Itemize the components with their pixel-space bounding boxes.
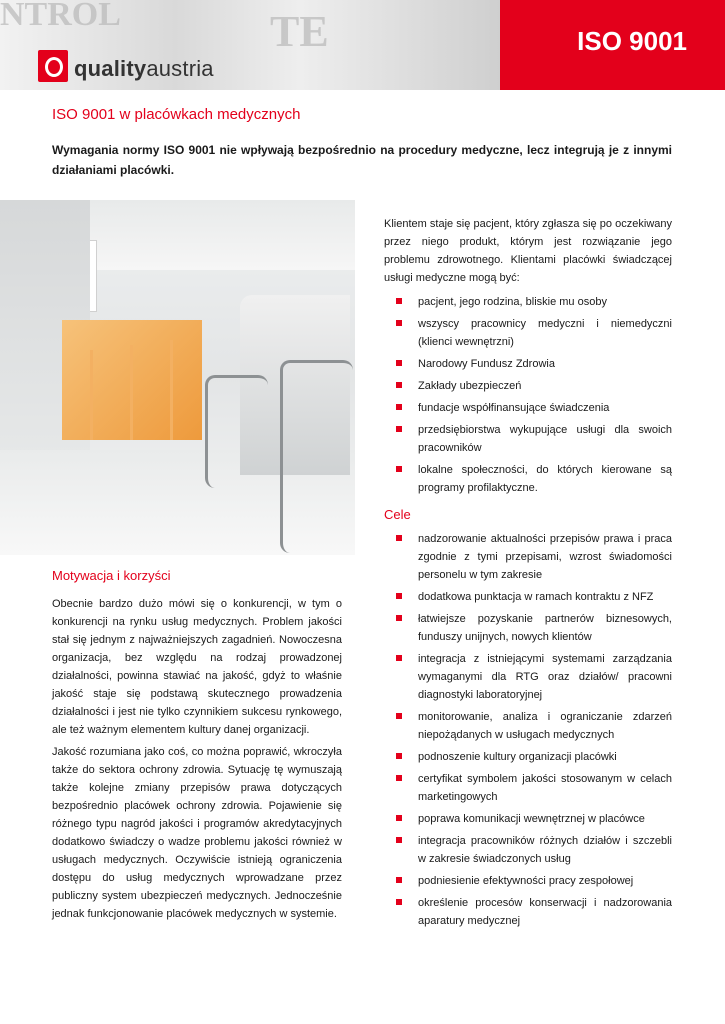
logo-bold: quality xyxy=(74,56,147,81)
header-banner xyxy=(0,0,725,90)
list-item: przedsiębiorstwa wykupujące usługi dla swoich pracowników xyxy=(384,421,672,457)
logo-light: austria xyxy=(146,56,214,81)
clients-list xyxy=(384,293,672,497)
list-item: certyfikat symbolem jakości stosowanym w celach marketingowych xyxy=(384,770,672,806)
list-item: łatwiejsze pozyskanie partnerów biznesowych, funduszy unijnych, nowych klientów xyxy=(384,610,672,646)
clients-section xyxy=(384,215,672,501)
motivation-paragraph: Jakość rozumiana jako coś, co można poprawić, wkroczyła także do sektora ochrony zdrowia. Sytuację tę wymuszają także kolejne zmiany przepisów prawa dotyczących bezpośrednio placówek ochrony zdrowia. Pojawienie się różnego typu nagród jakości i programów akredytacyjnych dodatkowo świadczy o wadze problemu jakości również w usługach medycznych. Oczywiście istnieją ograniczenia dostępu do usług medycznych wprowadzane przez publiczny system ubezpieczeń medycznych. Jednocześnie jednak funkcjonowanie placówek medycznych w systemie. xyxy=(52,746,342,920)
motivation-section xyxy=(52,567,342,927)
list-item: monitorowanie, analiza i ograniczanie zdarzeń niepożądanych w usługach medycznych xyxy=(384,708,672,744)
goals-heading: Cele xyxy=(384,507,411,522)
list-item: poprawa komunikacji wewnętrznej w placówce xyxy=(384,810,672,828)
logo-text xyxy=(74,56,214,82)
list-item: integracja z istniejącymi systemami zarządzania wymaganymi dla RTG oraz działów/ pracowni diagnostyki laboratoryjnej xyxy=(384,650,672,704)
list-item: Narodowy Fundusz Zdrowia xyxy=(384,355,672,373)
list-item: nadzorowanie aktualności przepisów prawa i praca zgodnie z tymi przepisami, wzrost świadomości personelu w tym zakresie xyxy=(384,530,672,584)
list-item: Zakłady ubezpieczeń xyxy=(384,377,672,395)
list-item: fundacje współfinansujące świadczenia xyxy=(384,399,672,417)
motivation-heading: Motywacja i korzyści xyxy=(52,568,171,583)
quality-austria-logo-icon xyxy=(38,50,68,82)
goals-section xyxy=(384,530,672,934)
header-title: ISO 9001 xyxy=(577,26,687,56)
list-item: podnoszenie kultury organizacji placówki xyxy=(384,748,672,766)
background-word: NTROL xyxy=(0,0,121,33)
list-item: dodatkowa punktacja w ramach kontraktu z NFZ xyxy=(384,588,672,606)
list-item: lokalne społeczności, do których kierowane są programy profilaktyczne. xyxy=(384,461,672,497)
clients-text: Klientem staje się pacjent, który zgłasza się po oczekiwany przez niego produkt, którym jest rozwiązanie jego problemu zdrowotnego. Klientami placówki świadczącej usługi medyczne mogą być: xyxy=(384,218,672,284)
page-title: ISO 9001 w placówkach medycznych xyxy=(52,106,301,123)
motivation-paragraph: Obecnie bardzo dużo mówi się o konkurencji, w tym o konkurencji na rynku usług medycznych. Problem jakości stał się jednym z najważniejszych zagadnień. Nowoczesna organizacja, bez względu na rodzaj prowadzonej działalności, powinna stawiać na jakość, gdyż to właśnie jakość staje się podstawą skutecznego prowadzenia działalności i jest nie tylko czynnikiem sukcesu rynkowego, ale też ważnym elementem kultury danej organizacji. xyxy=(52,598,342,736)
list-item: podniesienie efektywności pracy zespołowej xyxy=(384,872,672,890)
intro-text: Wymagania normy ISO 9001 nie wpływają bezpośrednio na procedury medyczne, lecz integrują je z innymi działaniami placówki. xyxy=(52,143,672,177)
list-item: wszyscy pracownicy medyczni i niemedyczni (klienci wewnętrzni) xyxy=(384,315,672,351)
list-item: pacjent, jego rodzina, bliskie mu osoby xyxy=(384,293,672,311)
hospital-corridor-photo xyxy=(0,200,355,555)
list-item: określenie procesów konserwacji i nadzorowania aparatury medycznej xyxy=(384,894,672,930)
background-word: TE xyxy=(270,7,329,56)
list-item: integracja pracowników różnych działów i szczebli w zakresie świadczonych usług xyxy=(384,832,672,868)
goals-list xyxy=(384,530,672,930)
title-panel xyxy=(500,0,725,90)
